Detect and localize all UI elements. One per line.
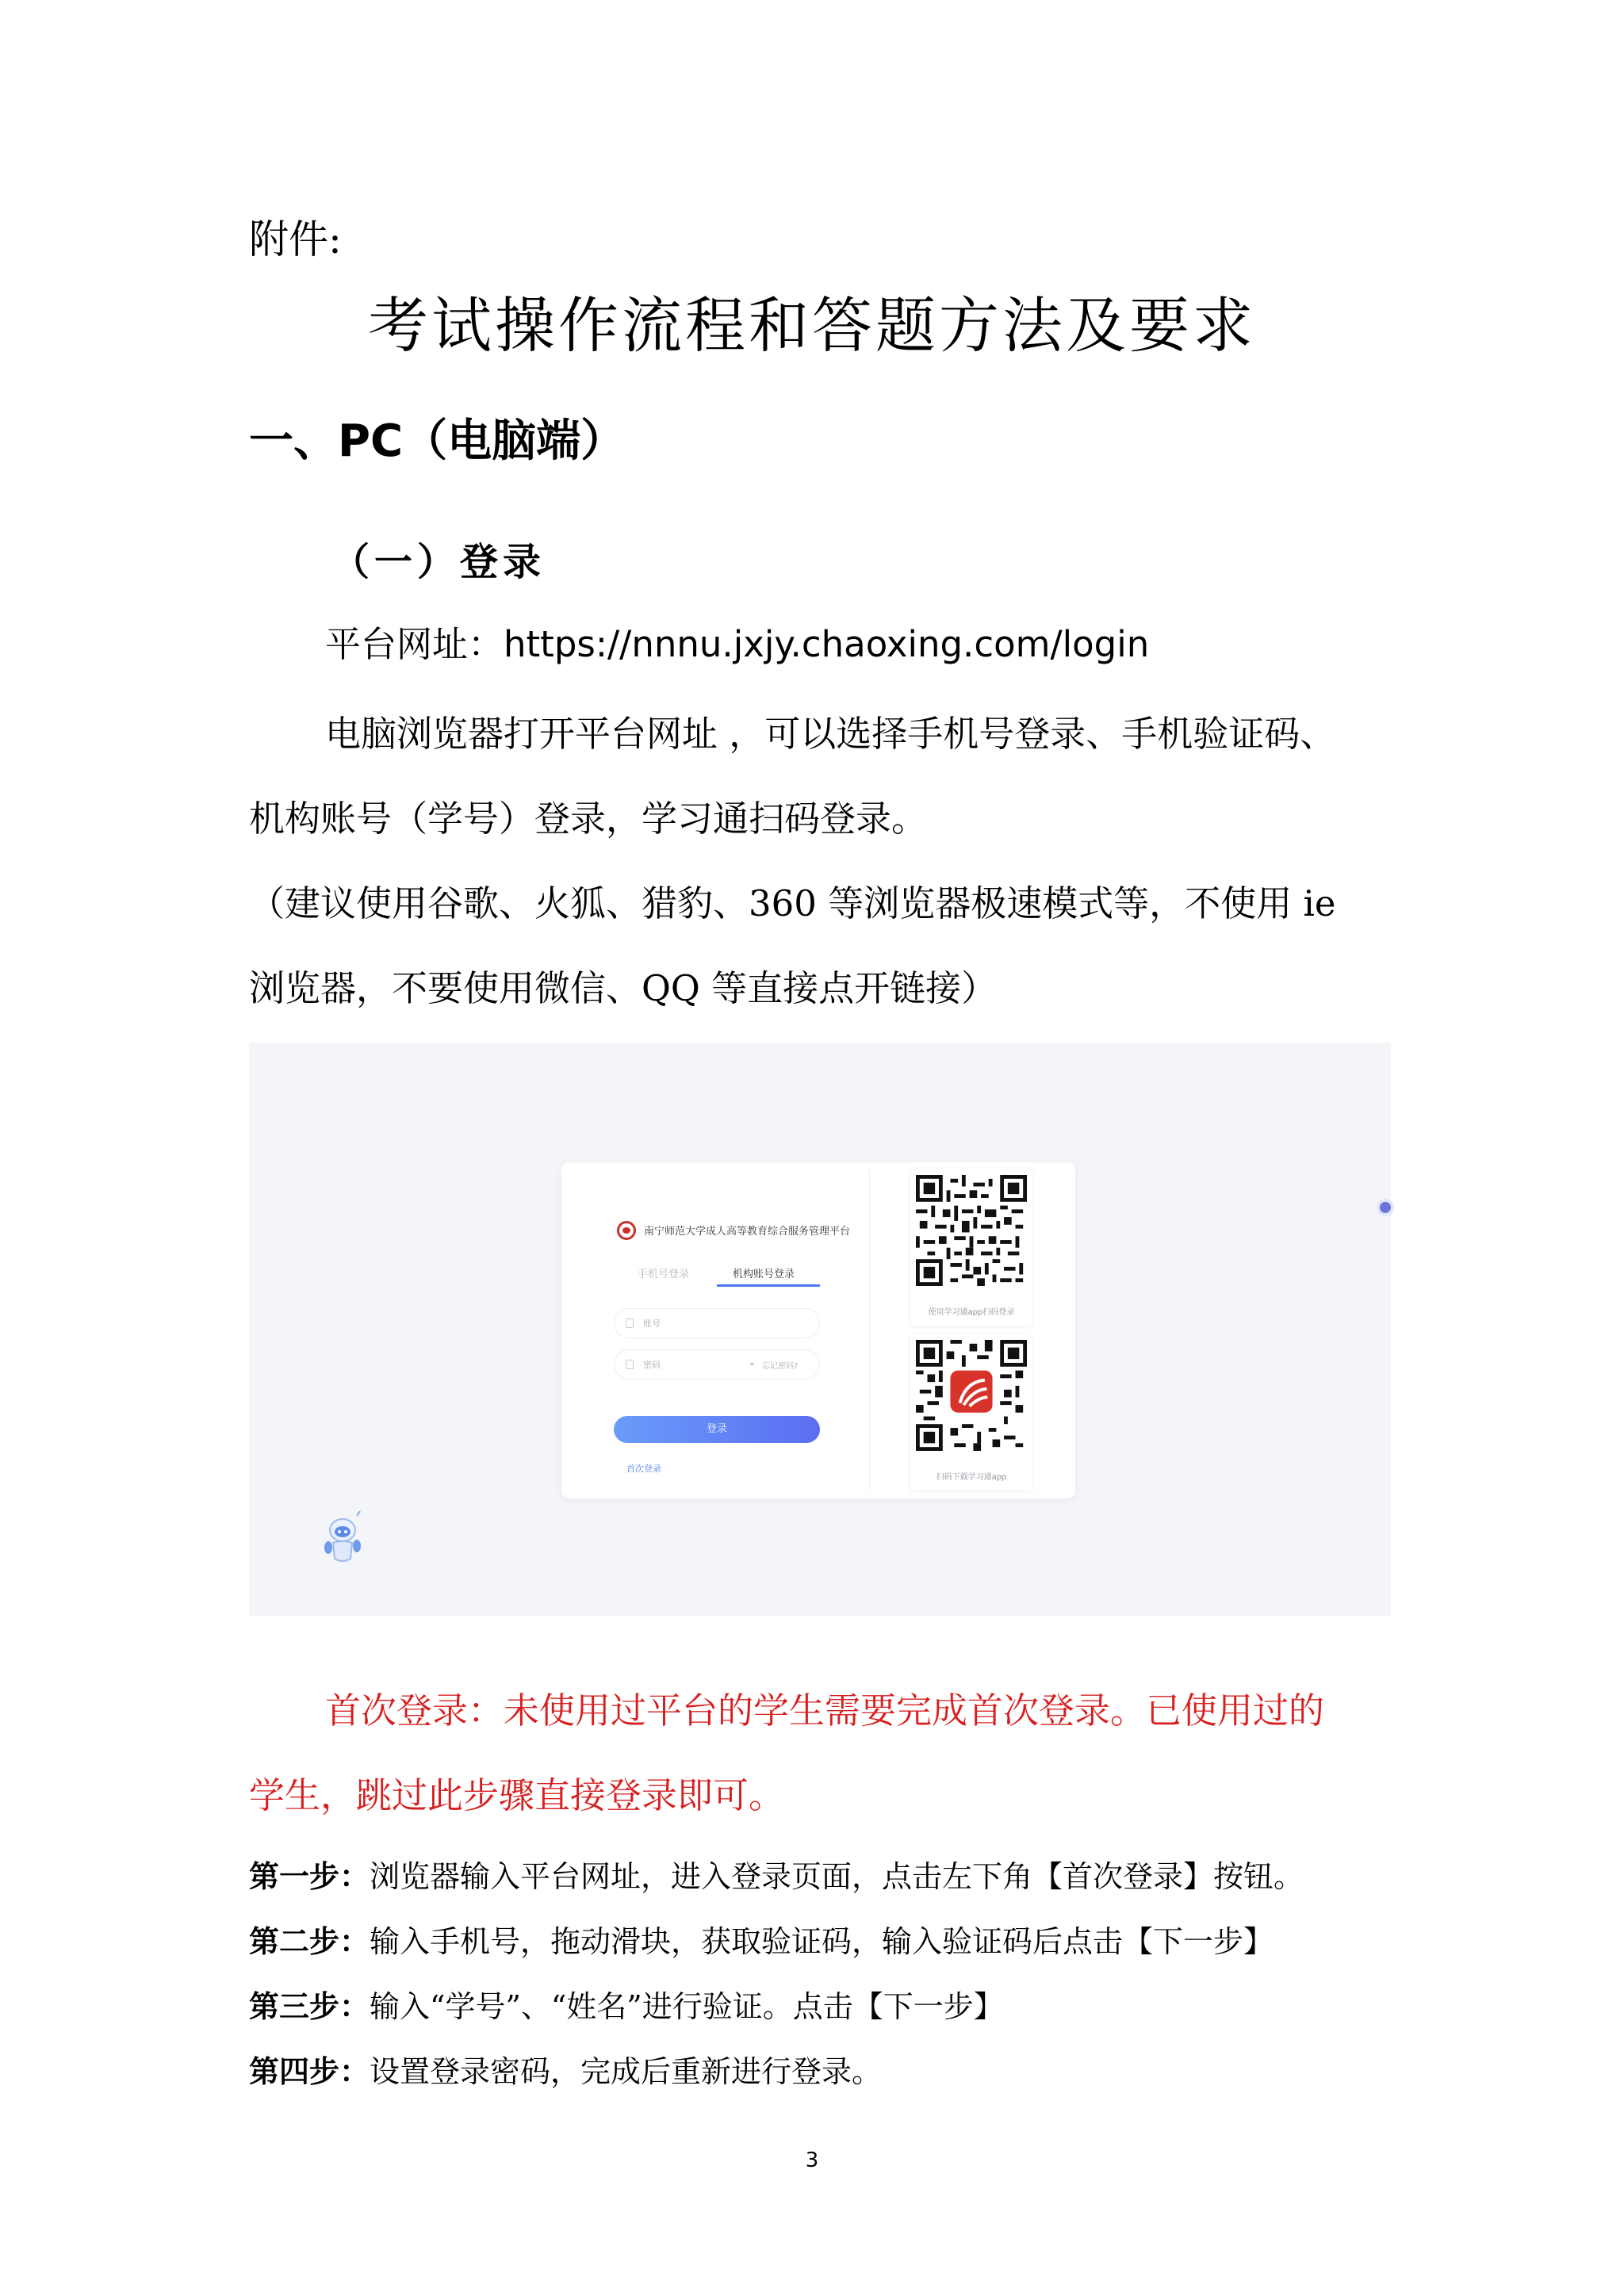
tab-phone-login[interactable]: 手机号登录 (638, 1269, 690, 1280)
step-1-text: 浏览器输入平台网址，进入登录页面，点击左下角【首次登录】按钮。 (370, 1859, 1304, 1894)
platform-url-link[interactable]: https://nnnu.jxjy.chaoxing.com/login (504, 623, 1150, 665)
step-3 (249, 1982, 1004, 2026)
active-tab-indicator (717, 1284, 820, 1287)
paragraph-login-methods-line1: 电脑浏览器打开平台网址 ，可以选择手机号登录、手机验证码、 (325, 713, 1336, 755)
section-heading-pc: 一、PC（电脑端） (249, 415, 626, 467)
download-qr-panel (910, 1334, 1032, 1490)
forgot-password-link[interactable]: 忘记密码? (762, 1362, 799, 1371)
step-3-text: 输入“学号”、“姓名”进行验证。点击【下一步】 (370, 1989, 1004, 2024)
card-divider (869, 1170, 870, 1490)
platform-url-line (325, 615, 1149, 667)
lock-icon (626, 1360, 634, 1369)
subsection-heading-login: （一）登录 (331, 540, 546, 584)
user-icon (626, 1318, 634, 1328)
platform-url-label: 平台网址： (325, 623, 504, 665)
platform-brand-name: 南宁师范大学成人高等教育综合服务管理平台 (644, 1226, 851, 1238)
step-4 (249, 2047, 882, 2091)
login-card (561, 1162, 1075, 1498)
login-qr-code-icon (916, 1175, 1027, 1286)
first-login-notice-line1: 首次登录：未使用过平台的学生需要完成首次登录。已使用过的 (325, 1689, 1325, 1732)
login-button[interactable]: 登录 (614, 1416, 820, 1443)
login-qr-panel (910, 1169, 1032, 1326)
step-3-label: 第三步： (249, 1988, 370, 2024)
university-logo-icon (617, 1221, 636, 1240)
login-qr-caption: 使用学习通app扫码登录 (928, 1308, 1015, 1317)
mascot-robot-icon (322, 1511, 366, 1567)
paragraph-browser-note-line2: 浏览器，不要使用微信、QQ 等直接点开链接） (249, 967, 998, 1009)
step-2-text: 输入手机号，拖动滑块，获取验证码，输入验证码后点击【下一步】 (370, 1924, 1274, 1959)
step-2-label: 第二步： (249, 1923, 370, 1959)
step-4-text: 设置登录密码，完成后重新进行登录。 (370, 2054, 883, 2089)
document-title: 考试操作流程和答题方法及要求 (368, 290, 1256, 361)
step-1-label: 第一步： (249, 1858, 370, 1894)
first-login-notice-line2: 学生，跳过此步骤直接登录即可。 (249, 1774, 785, 1816)
paragraph-login-methods-line2: 机构账号（学号）登录，学习通扫码登录。 (249, 798, 928, 840)
app-download-qr-code-icon (916, 1340, 1027, 1451)
attachment-label: 附件: (249, 216, 342, 262)
password-input[interactable] (614, 1349, 820, 1380)
paragraph-browser-note-line1: （建议使用谷歌、火狐、猎豹、360 等浏览器极速模式等，不使用 ie (249, 882, 1336, 924)
account-input[interactable] (614, 1308, 820, 1338)
login-page-screenshot (249, 1043, 1391, 1616)
page-number: 3 (805, 2149, 819, 2172)
download-qr-caption: 扫码下载学习通app (936, 1473, 1007, 1482)
account-placeholder: 账号 (643, 1318, 661, 1329)
tab-account-login[interactable]: 机构账号登录 (733, 1269, 795, 1280)
side-float-button[interactable] (1380, 1202, 1391, 1213)
first-login-link[interactable]: 首次登录 (626, 1464, 661, 1474)
eye-toggle-icon[interactable]: ⌄ (748, 1357, 756, 1368)
step-1 (249, 1852, 1304, 1896)
password-placeholder: 密码 (643, 1360, 661, 1370)
step-4-label: 第四步： (249, 2053, 370, 2089)
step-2 (249, 1917, 1274, 1961)
